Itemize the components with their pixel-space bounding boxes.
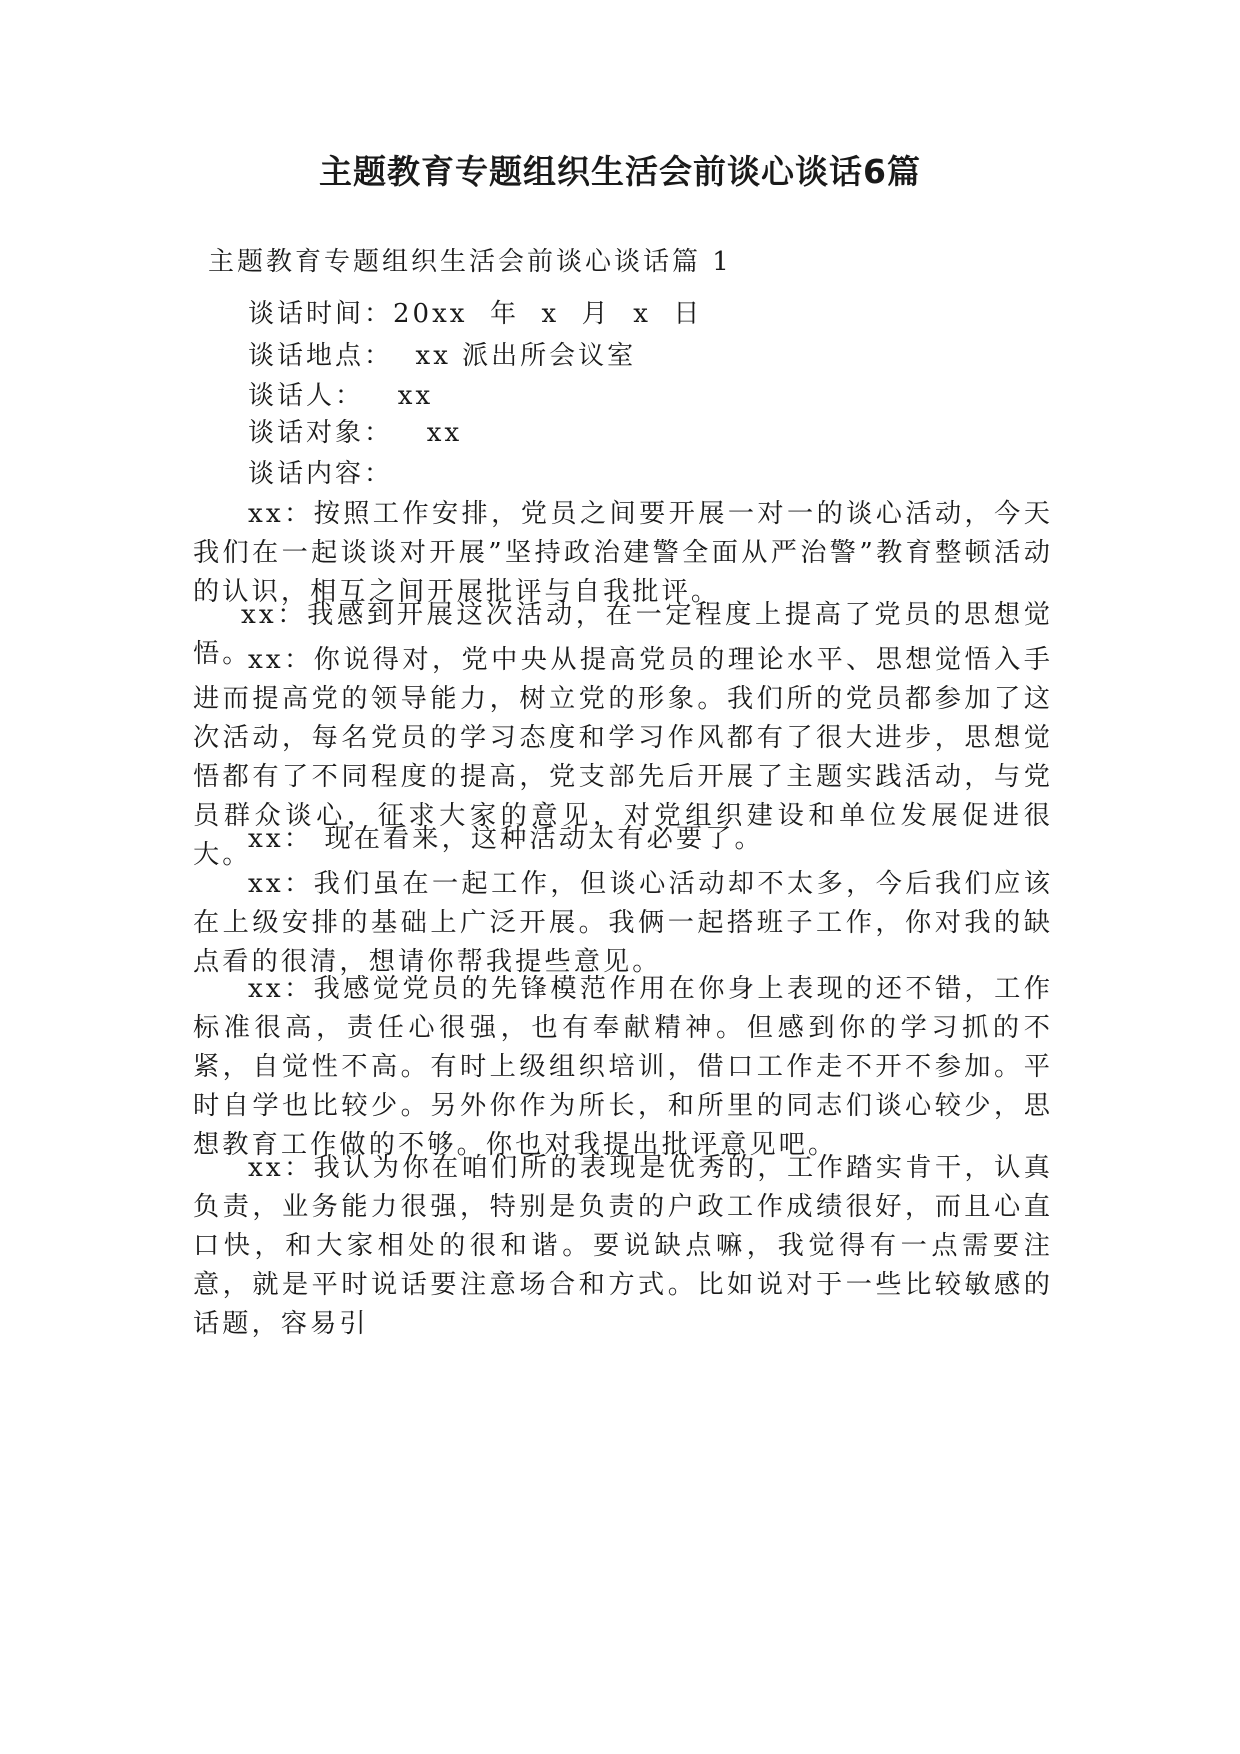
paragraph-4: xx： 现在看来，这种活动太有必要了。: [248, 824, 764, 854]
paragraph-6: xx：我感觉党员的先锋模范作用在你身上表现的还不错，工作标准很高，责任心很强，也有奉献精神。但感到你的学习抓的不紧，自觉性不高。有时上级组织培训，借口工作走不开不参加。平时自学也比较少。另外你作为所长，和所里的同志们谈心较少，思想教育工作做的不够。你也对我提出批评意见吧。: [193, 974, 1053, 1160]
meta-place: 谈话地点： xx 派出所会议室: [248, 341, 637, 371]
meta-target: 谈话对象： xx: [248, 418, 463, 448]
document-subtitle: 主题教育专题组织生活会前谈心谈话篇 1: [208, 247, 732, 277]
paragraph-1: xx：按照工作安排，党员之间要开展一对一的谈心活动，今天我们在一起谈谈对开展”坚持政治建警全面从严治警”教育整顿活动的认识，相互之间开展批评与自我批评。: [193, 499, 1053, 607]
paragraph-5: xx：我们虽在一起工作，但谈心活动却不太多，今后我们应该在上级安排的基础上广泛开展。我俩一起搭班子工作，你对我的缺点看的很清，想请你帮我提些意见。: [193, 869, 1053, 977]
meta-content-label: 谈话内容：: [248, 459, 394, 489]
meta-speaker: 谈话人： xx: [248, 381, 434, 411]
paragraph-2: xx：我感到开展这次活动，在一定程度上提高了党员的思想觉悟。: [193, 600, 1053, 669]
paragraph-7: xx：我认为你在咱们所的表现是优秀的，工作踏实肯干，认真负责，业务能力很强，特别是负责的户政工作成绩很好，而且心直口快，和大家相处的很和谐。要说缺点嘛，我觉得有一点需要注意，就是平时说话要注意场合和方式。比如说对于一些比较敏感的话题，容易引: [193, 1153, 1053, 1339]
meta-time: 谈话时间：20xx 年 x 月 x 日: [248, 299, 703, 329]
paragraph-3: xx：你说得对，党中央从提高党员的理论水平、思想觉悟入手进而提高党的领导能力，树立党的形象。我们所的党员都参加了这次活动，每名党员的学习态度和学习作风都有了很大进步，思想觉悟都有了不同程度的提高，党支部先后开展了主题实践活动，与党员群众谈心，征求大家的意见，对党组织建设和单位发展促进很大。: [193, 645, 1053, 870]
document-title: 主题教育专题组织生活会前谈心谈话6篇: [319, 152, 921, 191]
